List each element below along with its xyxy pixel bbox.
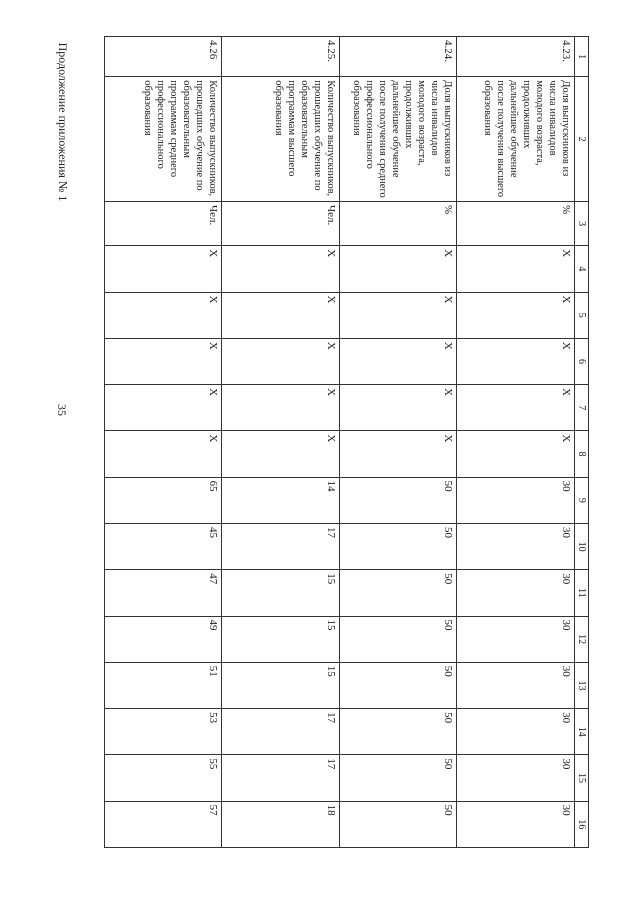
column-number-cell: 7	[574, 385, 588, 431]
not-applicable-cell: X	[222, 431, 339, 477]
not-applicable-cell: X	[339, 385, 456, 431]
appendix-caption: Продолжение приложения № 1	[56, 42, 70, 202]
indicator-name-cell: Количество выпускников, прошедших обучение по образовательным программам высшего образования	[222, 77, 339, 202]
page-number: 35	[55, 404, 69, 416]
column-number-cell: 1	[574, 37, 588, 77]
not-applicable-cell: X	[222, 385, 339, 431]
column-number-cell: 9	[574, 477, 588, 523]
column-number-cell: 13	[574, 662, 588, 708]
value-cell: 15	[222, 662, 339, 708]
not-applicable-cell: X	[222, 292, 339, 338]
value-cell: 30	[457, 709, 574, 755]
value-cell: 51	[105, 662, 223, 708]
value-cell: 30	[457, 801, 574, 847]
value-cell: 30	[457, 755, 574, 801]
value-cell: 45	[105, 523, 223, 569]
value-cell: 15	[222, 616, 339, 662]
value-cell: 14	[222, 477, 339, 523]
value-cell: 47	[105, 570, 223, 616]
row-number-cell: 4.26	[105, 37, 223, 77]
indicator-name-cell: Доля выпускников из числа инвалидов молодого возраста, продолживших дальнейшее обучение после получения среднего профессионального образования	[339, 77, 456, 202]
value-cell: 50	[339, 801, 456, 847]
column-number-cell: 5	[574, 292, 588, 338]
value-cell: 49	[105, 616, 223, 662]
value-cell: 30	[457, 662, 574, 708]
not-applicable-cell: X	[457, 431, 574, 477]
not-applicable-cell: X	[457, 385, 574, 431]
value-cell: 65	[105, 477, 223, 523]
value-cell: 50	[339, 662, 456, 708]
value-cell: 55	[105, 755, 223, 801]
not-applicable-cell: X	[339, 246, 456, 292]
not-applicable-cell: X	[222, 246, 339, 292]
not-applicable-cell: X	[105, 292, 223, 338]
not-applicable-cell: X	[457, 338, 574, 384]
value-cell: 50	[339, 616, 456, 662]
not-applicable-cell: X	[105, 385, 223, 431]
indicator-name-cell: Доля выпускников из числа инвалидов молодого возраста, продолживших дальнейшее обучение после получения высшего образования	[457, 77, 574, 202]
value-cell: 17	[222, 523, 339, 569]
table-header-row	[574, 37, 588, 848]
not-applicable-cell: X	[105, 338, 223, 384]
value-cell: 50	[339, 709, 456, 755]
column-number-cell: 15	[574, 755, 588, 801]
value-cell: 30	[457, 570, 574, 616]
indicator-table-frame	[104, 36, 589, 848]
table-row	[222, 37, 339, 848]
value-cell: 15	[222, 570, 339, 616]
unit-cell: %	[339, 202, 456, 246]
not-applicable-cell: X	[105, 431, 223, 477]
value-cell: 30	[457, 616, 574, 662]
value-cell: 30	[457, 523, 574, 569]
value-cell: 50	[339, 755, 456, 801]
table-row	[105, 37, 223, 848]
value-cell: 57	[105, 801, 223, 847]
value-cell: 17	[222, 709, 339, 755]
unit-cell: %	[457, 202, 574, 246]
column-number-cell: 12	[574, 616, 588, 662]
value-cell: 30	[457, 477, 574, 523]
value-cell: 50	[339, 523, 456, 569]
indicator-table	[104, 36, 589, 848]
indicator-table-rotor	[104, 36, 589, 848]
not-applicable-cell: X	[339, 292, 456, 338]
row-number-cell: 4.24.	[339, 37, 456, 77]
table-row	[339, 37, 456, 848]
column-number-cell: 11	[574, 570, 588, 616]
column-number-cell: 2	[574, 77, 588, 202]
value-cell: 50	[339, 570, 456, 616]
not-applicable-cell: X	[105, 246, 223, 292]
not-applicable-cell: X	[339, 338, 456, 384]
column-number-cell: 3	[574, 202, 588, 246]
row-number-cell: 4.25.	[222, 37, 339, 77]
not-applicable-cell: X	[339, 431, 456, 477]
value-cell: 50	[339, 477, 456, 523]
column-number-cell: 14	[574, 709, 588, 755]
column-number-cell: 6	[574, 338, 588, 384]
table-row	[457, 37, 574, 848]
not-applicable-cell: X	[457, 292, 574, 338]
column-number-cell: 16	[574, 801, 588, 847]
value-cell: 17	[222, 755, 339, 801]
column-number-cell: 8	[574, 431, 588, 477]
row-number-cell: 4.23.	[457, 37, 574, 77]
not-applicable-cell: X	[457, 246, 574, 292]
unit-cell: Чел.	[222, 202, 339, 246]
value-cell: 18	[222, 801, 339, 847]
value-cell: 53	[105, 709, 223, 755]
indicator-name-cell: Количество выпускников, прошедших обучение по образовательным программам среднего профессионального образования	[105, 77, 223, 202]
column-number-cell: 4	[574, 246, 588, 292]
column-number-cell: 10	[574, 523, 588, 569]
unit-cell: Чел.	[105, 202, 223, 246]
not-applicable-cell: X	[222, 338, 339, 384]
